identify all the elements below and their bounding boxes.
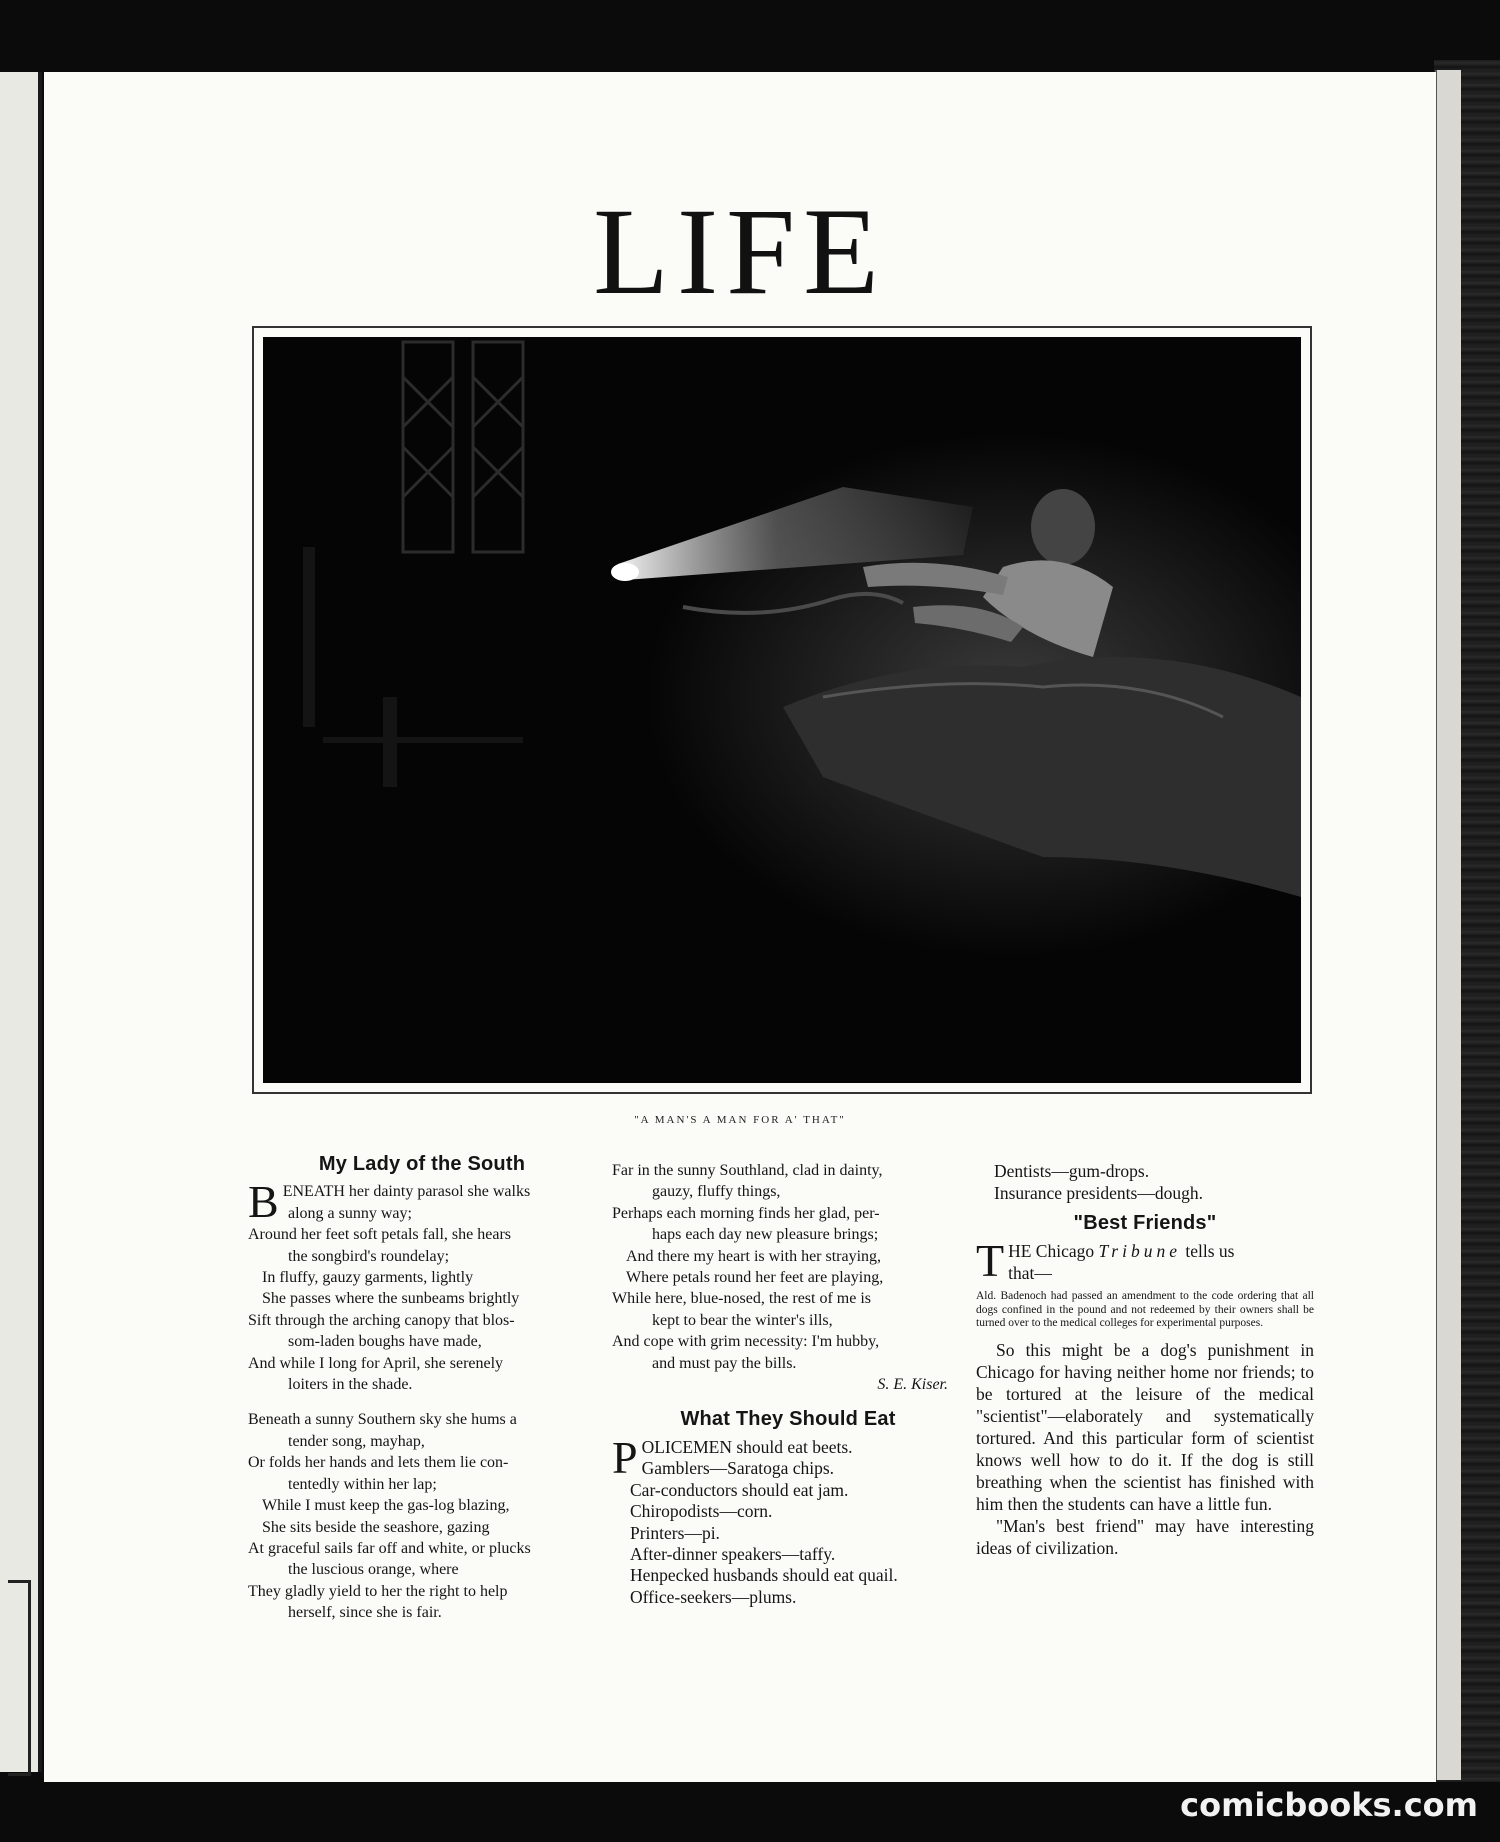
poem-line: loiters in the shade.: [288, 1376, 413, 1394]
newspaper-name: Tribune: [1098, 1241, 1181, 1261]
left-page-rule: [8, 1580, 31, 1776]
poem-line: They gladly yield to her the right to help: [248, 1582, 508, 1600]
poem-line: som-laden boughs have made,: [288, 1333, 482, 1351]
poem-author: S. E. Kiser.: [877, 1376, 948, 1394]
poem-line: She passes where the sunbeams brightly: [262, 1290, 520, 1308]
magazine-page: [44, 72, 1436, 1782]
poem-line: along a sunny way;: [288, 1204, 412, 1222]
poem-line: Where petals round her feet are playing,: [626, 1269, 884, 1287]
list-line: Gamblers—Saratoga chips.: [641, 1458, 835, 1479]
poem-line: Or folds her hands and lets them lie con-: [248, 1454, 509, 1472]
poem-line: kept to bear the winter's ills,: [652, 1311, 833, 1329]
poem-line: BENEATH her dainty parasol she walks: [248, 1176, 531, 1228]
poem-line: While here, blue-nosed, the rest of me is: [612, 1290, 872, 1308]
article-paragraph: "Man's best friend" may have interesting ideas of civilization.: [976, 1515, 1314, 1558]
poem-line: the songbird's roundelay;: [288, 1247, 450, 1265]
poem-line: Sift through the arching canopy that blos-: [248, 1311, 515, 1329]
poem-line: tentedly within her lap;: [288, 1475, 437, 1493]
poem-line: Beneath a sunny Southern sky she hums a: [248, 1411, 517, 1429]
illustration-caption: "A MAN'S A MAN FOR A' THAT": [634, 1114, 846, 1126]
list-line: Car-conductors should eat jam.: [630, 1479, 849, 1500]
poem-title: My Lady of the South: [318, 1153, 526, 1175]
poem-line: and must pay the bills.: [652, 1354, 797, 1372]
article-paragraph: So this might be a dog's punishment in Chicago for having neither home nor friends; to be tortured at the leisure of the medical "scientist"—elaborately and systematically tortured. And this particular form of scientist knows well how to do it. If the dog is still breathing when the scientist has finished with him then the students can have a little fun.: [976, 1339, 1314, 1514]
article-quote: Ald. Badenoch had passed an amendment to the code ordering that all dogs confined in the pound and not redeemed by their owners shall be turned over to the medical colleges for experimental purposes.: [976, 1290, 1314, 1329]
illustration: [263, 337, 1301, 1083]
article-intro: THE Chicago Tribune tells us that—: [976, 1235, 1235, 1286]
list-line: Henpecked husbands should eat quail.: [630, 1565, 898, 1586]
poem-line: the luscious orange, where: [288, 1561, 459, 1579]
list-title: What They Should Eat: [680, 1408, 896, 1431]
poem-line: And cope with grim necessity: I'm hubby,: [612, 1333, 880, 1351]
poem-line: gauzy, fluffy things,: [652, 1183, 781, 1201]
illustration-art: [263, 337, 1301, 1083]
poem-line: haps each day new pleasure brings;: [652, 1226, 879, 1244]
illustration-frame: [252, 326, 1312, 1094]
list-line: Chiropodists—corn.: [630, 1501, 773, 1522]
poem-line: And while I long for April, she serenely: [248, 1354, 504, 1372]
column-right: [976, 1160, 1314, 1559]
list-line: Insurance presidents—dough.: [994, 1183, 1203, 1203]
poem-line: Around her feet soft petals fall, she hears: [248, 1226, 512, 1244]
list-line: Dentists—gum-drops.: [994, 1161, 1150, 1181]
article-title: "Best Friends": [1073, 1212, 1217, 1234]
watermark: comicbooks.com: [1180, 1786, 1478, 1824]
left-page-edge: [0, 72, 42, 1772]
poem-line: At graceful sails far off and white, or plucks: [248, 1539, 531, 1557]
list-line: After-dinner speakers—taffy.: [630, 1543, 836, 1564]
column-left: [248, 1154, 596, 1624]
list-line: Printers—pi.: [630, 1522, 720, 1543]
drop-cap: B: [248, 1176, 279, 1228]
masthead: LIFE: [593, 183, 887, 320]
column-middle: [612, 1160, 964, 1608]
poem-line: While I must keep the gas-log blazing,: [262, 1497, 510, 1515]
drop-cap: T: [976, 1235, 1005, 1286]
drop-cap: P: [612, 1431, 638, 1483]
poem-line: She sits beside the seashore, gazing: [262, 1518, 490, 1536]
poem-line: In fluffy, gauzy garments, lightly: [262, 1269, 474, 1287]
page-stack-edge: [1435, 70, 1461, 1780]
poem-line: tender song, mayhap,: [288, 1432, 425, 1450]
poem-line: Far in the sunny Southland, clad in dainty,: [612, 1162, 883, 1179]
poem-line: And there my heart is with her straying,: [626, 1247, 882, 1265]
poem-line: herself, since she is fair.: [288, 1604, 442, 1622]
list-line: POLICEMEN should eat beets.: [612, 1431, 853, 1483]
list-line: Office-seekers—plums.: [630, 1586, 797, 1607]
poem-line: Perhaps each morning finds her glad, per-: [612, 1204, 880, 1222]
